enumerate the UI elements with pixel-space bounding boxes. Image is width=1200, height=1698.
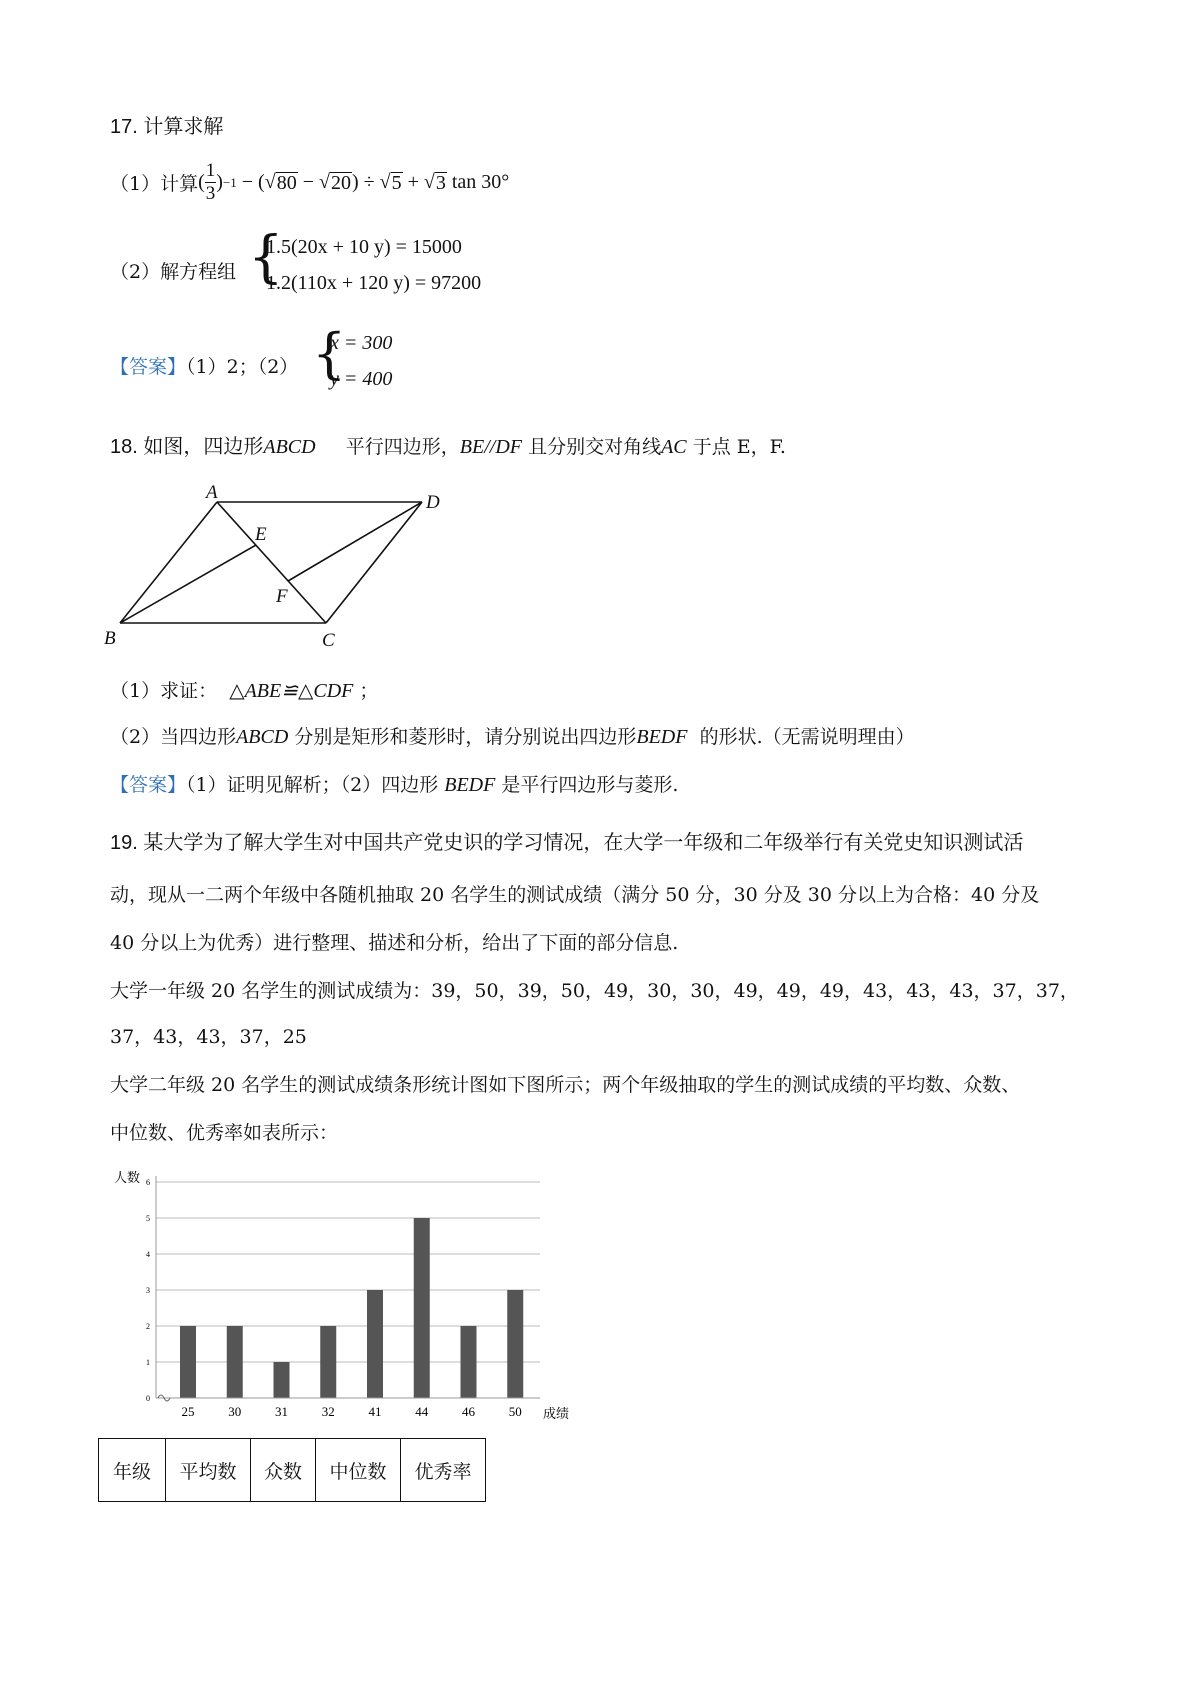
q17-part1: （1）计算 ( $\frac{1}{3}$ ) −1 − (√ 80 − √ 20 ) ÷ √ 5 + √ 3 tan 30° [110, 160, 510, 204]
side-cd [326, 502, 422, 623]
segment-df [288, 502, 422, 581]
q17-eq1: 1.5(20x + 10 y) = 15000 [266, 236, 462, 258]
chart-xtick-label: 30 [228, 1404, 242, 1419]
q18-title: 18. 如图，四边形ABCD 平行四边形，BE//DF 且分别交对角线AC 于点 E，F. [110, 436, 786, 458]
q18-part2: （2）当四边形ABCD 分别是矩形和菱形时，请分别说出四边形BEDF 的形状.（无需说明理由） [110, 726, 915, 748]
q18-bedf-rel: BE//DF [459, 436, 523, 458]
label-f: F [276, 586, 288, 607]
q18-answer-tag: 【答案】 [110, 774, 187, 796]
q17-part2-label: （2）解方程组 [110, 261, 237, 283]
q18-congruence: △ABE≌△CDF [229, 680, 354, 702]
chart-xtick-label: 41 [368, 1404, 382, 1419]
table-row [99, 1439, 486, 1502]
q17-rad-20: 20 [330, 172, 351, 194]
chart-xlabel: 成绩 [543, 1406, 570, 1420]
parallelogram-figure [100, 484, 460, 654]
q17-rad-5: 5 [391, 172, 402, 194]
q18-part1: （1）求证： △ABE≌△CDF ； [110, 680, 379, 702]
q19-line1: 19. 某大学为了解大学生对中国共产党史识的学习情况，在大学一年级和二年级举行有关党史知识测试活 [110, 832, 1024, 854]
chart-xtick-label: 32 [321, 1404, 335, 1419]
label-e: E [255, 524, 267, 545]
q18-answer: 【答案】（1）证明见解析；（2）四边形 BEDF 是平行四边形与菱形. [110, 774, 679, 796]
q17-rad-80: 80 [276, 172, 297, 194]
chart-ylabel: 人数 [114, 1170, 141, 1185]
q17-answer-text: （1）2；（2） [186, 356, 299, 378]
chart-xtick-label: 44 [415, 1404, 429, 1419]
q17-tan: tan 30° [451, 171, 510, 193]
q17-exponent: −1 [222, 174, 237, 190]
chart-ytick-label: 4 [146, 1250, 150, 1259]
chart-ytick-label: 0 [146, 1394, 150, 1403]
table-header-grade: 年级 [99, 1439, 166, 1502]
label-d: D [426, 492, 440, 513]
q17-eq2: 1.2(110x + 120 y) = 97200 [266, 272, 482, 294]
chart-bar-31 [274, 1362, 290, 1398]
table-header-excellent-rate: 优秀率 [401, 1439, 486, 1502]
chart-xtick-label: 46 [462, 1404, 475, 1419]
q18-ac: AC [661, 436, 687, 458]
q18-abcd: ABCD [263, 436, 316, 458]
q17-rad-3: 3 [435, 172, 446, 194]
chart-xtick-label: 25 [181, 1404, 195, 1419]
chart-bar-30 [227, 1326, 243, 1398]
chart-bar-44 [414, 1218, 430, 1398]
q19-line7: 中位数、优秀率如表所示： [110, 1122, 339, 1144]
q17-fraction: $\frac{1}{3}$ [205, 160, 216, 204]
chart-ytick-label: 5 [146, 1214, 150, 1223]
chart-ytick-label: 6 [146, 1178, 150, 1187]
chart-bar-41 [367, 1290, 383, 1398]
q19-line3: 40 分以上为优秀）进行整理、描述和分析，给出了下面的部分信息. [110, 932, 679, 954]
q19-line6: 大学二年级 20 名学生的测试成绩条形统计图如下图所示；两个年级抽取的学生的测试成绩的平均数、众数、 [110, 1074, 1021, 1096]
label-b: B [104, 628, 116, 649]
label-a: A [206, 484, 218, 503]
diagonal-ac [217, 502, 326, 623]
table-header-mean: 平均数 [166, 1439, 251, 1502]
q17-answer [110, 352, 298, 379]
q17-title: 17. 计算求解 [110, 116, 224, 138]
segment-be [120, 545, 256, 623]
grade2-bar-chart [100, 1160, 600, 1420]
table-header-mode: 众数 [251, 1439, 316, 1502]
chart-ytick-label: 2 [146, 1322, 150, 1331]
chart-ytick-label: 3 [146, 1286, 150, 1295]
label-c: C [322, 630, 335, 651]
chart-bar-50 [507, 1290, 523, 1398]
chart-bar-32 [320, 1326, 336, 1398]
q17-answer-brace: { [312, 322, 347, 385]
q17-answer-y: y = 400 [330, 368, 393, 390]
chart-ytick-label: 1 [146, 1358, 150, 1367]
stats-table [98, 1438, 486, 1502]
q19-line4: 大学一年级 20 名学生的测试成绩为：39，50，39，50，49，30，30，49，49，49，43，43，43，37，37， [110, 980, 1079, 1002]
q17-answer-tag: 【答案】 [110, 356, 187, 378]
chart-bar-46 [461, 1326, 477, 1398]
q17-part1-label: （1）计算 [110, 173, 199, 195]
q19-line2: 动，现从一二两个年级中各随机抽取 20 名学生的测试成绩（满分 50 分，30 分及 30 分以上为合格：40 分及 [110, 884, 1040, 906]
q17-brace: { [248, 225, 284, 290]
q19-line5: 37，43，43，37，25 [110, 1026, 307, 1048]
table-header-median: 中位数 [316, 1439, 401, 1502]
side-ab [120, 502, 217, 623]
q17-answer-x: x = 300 [330, 332, 393, 354]
chart-xtick-label: 50 [508, 1404, 522, 1419]
chart-bar-25 [180, 1326, 196, 1398]
chart-xtick-label: 31 [275, 1404, 288, 1419]
